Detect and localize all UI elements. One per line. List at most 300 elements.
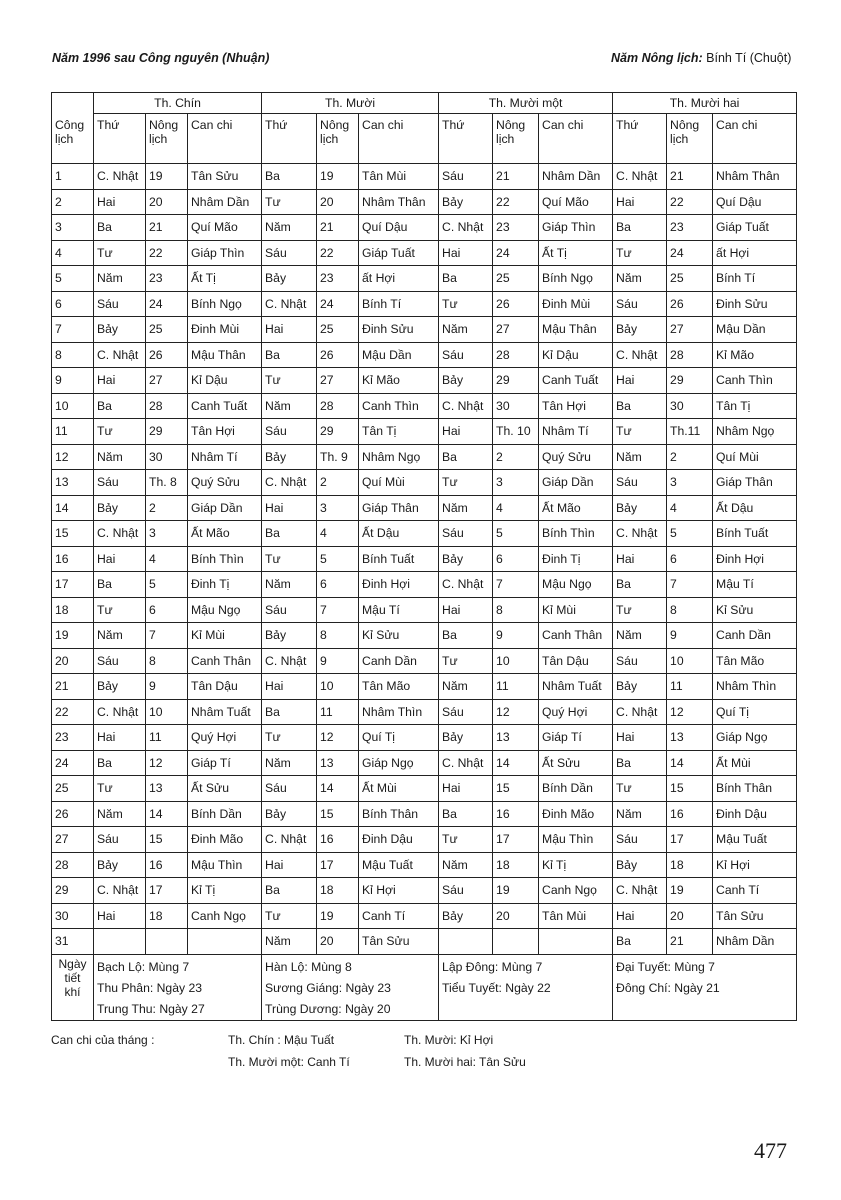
canchi-cell: Ất Mão bbox=[539, 495, 613, 521]
weekday-cell: Bảy bbox=[439, 368, 493, 394]
lunar-date-cell: 12 bbox=[317, 725, 359, 751]
lunar-date-cell: 12 bbox=[146, 750, 188, 776]
table-row bbox=[52, 878, 797, 904]
canchi-cell: Quí Mão bbox=[188, 215, 262, 241]
canchi-cell: Mậu Thân bbox=[188, 342, 262, 368]
canchi-cell: Canh Thân bbox=[188, 648, 262, 674]
lunar-date-cell: 5 bbox=[493, 521, 539, 547]
lunar-date-cell: 23 bbox=[146, 266, 188, 292]
weekday-cell: Bảy bbox=[262, 801, 317, 827]
lunar-date-cell: 21 bbox=[493, 164, 539, 190]
solar-date-cell: 26 bbox=[52, 801, 94, 827]
weekday-cell: Tư bbox=[613, 776, 667, 802]
lunar-date-cell: 3 bbox=[493, 470, 539, 496]
page-title-right bbox=[611, 51, 791, 65]
lunar-date-cell: 29 bbox=[667, 368, 713, 394]
solar-terms-cell bbox=[94, 954, 262, 1020]
canchi-cell: Nhâm Ngọ bbox=[713, 419, 797, 445]
canchi-cell: Quý Sửu bbox=[539, 444, 613, 470]
canchi-cell: Kỉ Dậu bbox=[188, 368, 262, 394]
solar-terms-label: Ngày tiết khí bbox=[52, 954, 94, 1020]
weekday-cell: Sáu bbox=[262, 597, 317, 623]
solar-term-entry: Hàn Lộ: Mùng 8 bbox=[265, 959, 352, 974]
weekday-cell: C. Nhật bbox=[94, 699, 146, 725]
lunar-date-cell: 2 bbox=[493, 444, 539, 470]
canchi-cell: ất Hợi bbox=[713, 240, 797, 266]
weekday-cell: C. Nhật bbox=[439, 572, 493, 598]
weekday-header: Thứ bbox=[94, 114, 146, 164]
canchi-cell: Tân Tị bbox=[359, 419, 439, 445]
lunar-date-cell: 11 bbox=[146, 725, 188, 751]
canchi-cell bbox=[539, 929, 613, 955]
lunar-date-cell: 8 bbox=[317, 623, 359, 649]
lunar-date-cell: 23 bbox=[667, 215, 713, 241]
solar-date-cell: 16 bbox=[52, 546, 94, 572]
solar-date-cell: 18 bbox=[52, 597, 94, 623]
lunar-date-cell: 23 bbox=[493, 215, 539, 241]
canchi-cell: Kỉ Sửu bbox=[359, 623, 439, 649]
canchi-cell: Kỉ Mùi bbox=[188, 623, 262, 649]
canchi-cell: Canh Dần bbox=[713, 623, 797, 649]
weekday-cell: C. Nhật bbox=[613, 699, 667, 725]
canchi-cell: Bính Thìn bbox=[539, 521, 613, 547]
canchi-cell: Kỉ Dậu bbox=[539, 342, 613, 368]
weekday-cell: Hai bbox=[613, 546, 667, 572]
canchi-cell: Giáp Thân bbox=[359, 495, 439, 521]
weekday-cell: C. Nhật bbox=[94, 878, 146, 904]
canchi-cell: Nhâm Tuất bbox=[188, 699, 262, 725]
solar-term-entry: Trung Thu: Ngày 27 bbox=[97, 1001, 205, 1016]
canchi-cell: Quí Dậu bbox=[713, 189, 797, 215]
lunar-date-cell bbox=[493, 929, 539, 955]
canchi-cell: Bính Ngọ bbox=[188, 291, 262, 317]
lunar-date-cell: 20 bbox=[317, 929, 359, 955]
lunar-date-cell bbox=[146, 929, 188, 955]
weekday-cell: Tư bbox=[262, 903, 317, 929]
lunar-date-cell: 17 bbox=[146, 878, 188, 904]
weekday-cell: Sáu bbox=[94, 470, 146, 496]
lunar-date-header: Nông lịch bbox=[667, 114, 713, 164]
lunar-date-cell: 7 bbox=[317, 597, 359, 623]
weekday-cell: Sáu bbox=[613, 470, 667, 496]
canchi-cell: Quí Mùi bbox=[359, 470, 439, 496]
canchi-cell: Giáp Tí bbox=[539, 725, 613, 751]
canchi-cell: Tân Mùi bbox=[359, 164, 439, 190]
weekday-cell: C. Nhật bbox=[439, 215, 493, 241]
lunar-date-cell: 10 bbox=[493, 648, 539, 674]
canchi-cell: Ất Dậu bbox=[713, 495, 797, 521]
canchi-cell: Bính Thân bbox=[359, 801, 439, 827]
lunar-date-cell: 11 bbox=[317, 699, 359, 725]
solar-date-header: Công lịch bbox=[52, 114, 94, 164]
weekday-cell: Bảy bbox=[613, 852, 667, 878]
page-title-left: Năm 1996 sau Công nguyên (Nhuận) bbox=[52, 51, 270, 65]
lunar-date-cell: 20 bbox=[493, 903, 539, 929]
canchi-cell: Mậu Ngọ bbox=[188, 597, 262, 623]
canchi-cell: Canh Tí bbox=[713, 878, 797, 904]
calendar-table bbox=[51, 92, 797, 1021]
weekday-cell: Ba bbox=[262, 699, 317, 725]
canchi-cell: Ất Sửu bbox=[539, 750, 613, 776]
canchi-cell: Tân Mùi bbox=[539, 903, 613, 929]
weekday-cell: Năm bbox=[262, 215, 317, 241]
weekday-cell: Hai bbox=[94, 368, 146, 394]
footer-month-canchi: Th. Mười một: Canh Tí bbox=[228, 1055, 350, 1069]
lunar-date-cell: 29 bbox=[317, 419, 359, 445]
weekday-cell: C. Nhật bbox=[613, 521, 667, 547]
canchi-header: Can chi bbox=[713, 114, 797, 164]
canchi-cell: Canh Ngọ bbox=[188, 903, 262, 929]
lunar-date-header: Nông lịch bbox=[493, 114, 539, 164]
weekday-cell: Năm bbox=[94, 801, 146, 827]
table-row bbox=[52, 750, 797, 776]
lunar-date-cell: 25 bbox=[146, 317, 188, 343]
canchi-cell: Giáp Ngọ bbox=[713, 725, 797, 751]
canchi-cell: Nhâm Thìn bbox=[359, 699, 439, 725]
weekday-cell: Sáu bbox=[613, 827, 667, 853]
canchi-header: Can chi bbox=[359, 114, 439, 164]
canchi-cell: Quí Mão bbox=[539, 189, 613, 215]
canchi-cell: Tân Hợi bbox=[539, 393, 613, 419]
lunar-date-cell: 14 bbox=[667, 750, 713, 776]
lunar-date-cell: 24 bbox=[317, 291, 359, 317]
canchi-cell: Mậu Tuất bbox=[359, 852, 439, 878]
table-row bbox=[52, 801, 797, 827]
table-row bbox=[52, 929, 797, 955]
solar-date-cell: 1 bbox=[52, 164, 94, 190]
weekday-cell: Ba bbox=[94, 393, 146, 419]
lunar-date-cell: 24 bbox=[493, 240, 539, 266]
weekday-cell: Hai bbox=[613, 189, 667, 215]
lunar-date-cell: 6 bbox=[146, 597, 188, 623]
canchi-cell: Nhâm Tuất bbox=[539, 674, 613, 700]
canchi-cell: Ất Mùi bbox=[359, 776, 439, 802]
solar-date-cell: 22 bbox=[52, 699, 94, 725]
solar-date-cell: 30 bbox=[52, 903, 94, 929]
weekday-cell: Ba bbox=[94, 215, 146, 241]
weekday-cell: Năm bbox=[439, 317, 493, 343]
weekday-cell: Bảy bbox=[439, 903, 493, 929]
lunar-year-label: Năm Nông lịch: bbox=[611, 51, 703, 65]
solar-date-cell: 27 bbox=[52, 827, 94, 853]
weekday-cell: Năm bbox=[94, 266, 146, 292]
canchi-cell: Nhâm Tí bbox=[188, 444, 262, 470]
weekday-cell: Năm bbox=[94, 444, 146, 470]
canchi-cell: Mậu Thìn bbox=[539, 827, 613, 853]
lunar-date-cell: 25 bbox=[667, 266, 713, 292]
lunar-date-cell: 12 bbox=[493, 699, 539, 725]
canchi-cell: Bính Ngọ bbox=[539, 266, 613, 292]
canchi-cell: Kỉ Mùi bbox=[539, 597, 613, 623]
table-row bbox=[52, 419, 797, 445]
lunar-date-cell: 22 bbox=[146, 240, 188, 266]
canchi-cell: Quý Sửu bbox=[188, 470, 262, 496]
canchi-cell: Ất Tị bbox=[539, 240, 613, 266]
weekday-cell: Năm bbox=[613, 266, 667, 292]
table-row bbox=[52, 903, 797, 929]
weekday-cell: Ba bbox=[439, 801, 493, 827]
canchi-cell: Kỉ Sửu bbox=[713, 597, 797, 623]
table-row bbox=[52, 189, 797, 215]
lunar-date-cell: 13 bbox=[146, 776, 188, 802]
lunar-date-cell: 28 bbox=[317, 393, 359, 419]
canchi-cell: Ất Dậu bbox=[359, 521, 439, 547]
lunar-date-cell: 12 bbox=[667, 699, 713, 725]
canchi-cell: Kỉ Tị bbox=[539, 852, 613, 878]
weekday-cell: C. Nhật bbox=[94, 164, 146, 190]
weekday-cell: C. Nhật bbox=[613, 164, 667, 190]
weekday-cell: Hai bbox=[262, 852, 317, 878]
lunar-date-cell: 27 bbox=[667, 317, 713, 343]
canchi-cell: Mậu Tuất bbox=[713, 827, 797, 853]
solar-terms-row bbox=[52, 954, 797, 1020]
weekday-cell: Năm bbox=[262, 750, 317, 776]
canchi-cell: Tân Sửu bbox=[713, 903, 797, 929]
table-row bbox=[52, 342, 797, 368]
canchi-cell: Giáp Thìn bbox=[539, 215, 613, 241]
lunar-date-cell: 3 bbox=[317, 495, 359, 521]
lunar-date-cell: 20 bbox=[667, 903, 713, 929]
canchi-cell: Mậu Dần bbox=[713, 317, 797, 343]
solar-date-cell: 7 bbox=[52, 317, 94, 343]
canchi-cell: Mậu Tí bbox=[713, 572, 797, 598]
weekday-cell: Bảy bbox=[613, 674, 667, 700]
solar-date-cell: 25 bbox=[52, 776, 94, 802]
lunar-date-cell: 4 bbox=[667, 495, 713, 521]
lunar-date-cell: 8 bbox=[146, 648, 188, 674]
weekday-cell: C. Nhật bbox=[439, 393, 493, 419]
canchi-cell: Mậu Tí bbox=[359, 597, 439, 623]
canchi-cell: Nhâm Dần bbox=[539, 164, 613, 190]
solar-date-cell: 3 bbox=[52, 215, 94, 241]
lunar-date-cell: 26 bbox=[667, 291, 713, 317]
solar-term-entry: Tiểu Tuyết: Ngày 22 bbox=[442, 980, 551, 995]
lunar-date-cell: 17 bbox=[493, 827, 539, 853]
weekday-cell: Bảy bbox=[439, 725, 493, 751]
lunar-date-cell: 28 bbox=[146, 393, 188, 419]
lunar-date-cell: 9 bbox=[146, 674, 188, 700]
weekday-cell: Bảy bbox=[94, 317, 146, 343]
weekday-cell: Sáu bbox=[262, 419, 317, 445]
lunar-date-cell: 10 bbox=[146, 699, 188, 725]
solar-date-cell: 2 bbox=[52, 189, 94, 215]
solar-date-cell: 21 bbox=[52, 674, 94, 700]
month-header: Th. Chín bbox=[94, 93, 262, 114]
lunar-date-cell: 21 bbox=[667, 164, 713, 190]
weekday-cell bbox=[94, 929, 146, 955]
canchi-cell: Canh Thìn bbox=[713, 368, 797, 394]
weekday-cell: Hai bbox=[439, 597, 493, 623]
canchi-cell: Ất Mão bbox=[188, 521, 262, 547]
lunar-date-cell: 27 bbox=[493, 317, 539, 343]
canchi-cell: Giáp Thìn bbox=[188, 240, 262, 266]
lunar-date-cell: 27 bbox=[317, 368, 359, 394]
canchi-cell: Ất Mùi bbox=[713, 750, 797, 776]
lunar-date-cell: 29 bbox=[493, 368, 539, 394]
canchi-cell: Ất Tị bbox=[188, 266, 262, 292]
table-row bbox=[52, 572, 797, 598]
weekday-cell: Bảy bbox=[439, 546, 493, 572]
lunar-date-cell: 10 bbox=[667, 648, 713, 674]
weekday-cell: Hai bbox=[613, 903, 667, 929]
solar-terms-cell bbox=[439, 954, 613, 1020]
weekday-cell: Năm bbox=[262, 572, 317, 598]
weekday-cell: Tư bbox=[439, 827, 493, 853]
lunar-date-cell: 18 bbox=[317, 878, 359, 904]
lunar-date-cell: 13 bbox=[493, 725, 539, 751]
lunar-date-header: Nông lịch bbox=[317, 114, 359, 164]
weekday-header: Thứ bbox=[613, 114, 667, 164]
weekday-cell: Hai bbox=[439, 419, 493, 445]
weekday-cell: Tư bbox=[262, 546, 317, 572]
table-row bbox=[52, 852, 797, 878]
lunar-date-cell: 13 bbox=[317, 750, 359, 776]
weekday-cell: Năm bbox=[439, 495, 493, 521]
lunar-date-cell: 2 bbox=[146, 495, 188, 521]
lunar-date-cell: 23 bbox=[317, 266, 359, 292]
solar-date-cell: 28 bbox=[52, 852, 94, 878]
solar-term-entry: Bạch Lộ: Mùng 7 bbox=[97, 959, 190, 974]
canchi-cell: Nhâm Dần bbox=[713, 929, 797, 955]
canchi-cell: Quý Hợi bbox=[539, 699, 613, 725]
weekday-cell: Hai bbox=[439, 776, 493, 802]
solar-term-entry: Sương Giáng: Ngày 23 bbox=[265, 980, 391, 995]
canchi-cell: Tân Dậu bbox=[539, 648, 613, 674]
canchi-cell: Kỉ Hợi bbox=[359, 878, 439, 904]
weekday-cell: Sáu bbox=[439, 164, 493, 190]
lunar-date-cell: 15 bbox=[146, 827, 188, 853]
lunar-date-cell: 28 bbox=[493, 342, 539, 368]
weekday-cell: Bảy bbox=[613, 495, 667, 521]
canchi-cell: Canh Thân bbox=[539, 623, 613, 649]
weekday-cell: Sáu bbox=[613, 291, 667, 317]
canchi-cell: Bính Dần bbox=[539, 776, 613, 802]
canchi-cell: Bính Thân bbox=[713, 776, 797, 802]
table-row bbox=[52, 317, 797, 343]
weekday-cell: C. Nhật bbox=[613, 342, 667, 368]
weekday-cell: Bảy bbox=[613, 317, 667, 343]
lunar-date-cell: 16 bbox=[146, 852, 188, 878]
weekday-cell: Sáu bbox=[94, 291, 146, 317]
canchi-cell: Tân Sửu bbox=[188, 164, 262, 190]
canchi-cell: Giáp Tuất bbox=[359, 240, 439, 266]
lunar-date-cell: 22 bbox=[493, 189, 539, 215]
lunar-date-cell: 30 bbox=[493, 393, 539, 419]
table-row bbox=[52, 597, 797, 623]
lunar-date-cell: 11 bbox=[493, 674, 539, 700]
weekday-cell: Năm bbox=[262, 393, 317, 419]
lunar-date-cell: 17 bbox=[667, 827, 713, 853]
table-row bbox=[52, 827, 797, 853]
weekday-cell: Ba bbox=[439, 444, 493, 470]
weekday-cell: Năm bbox=[439, 852, 493, 878]
canchi-cell: Đinh Hợi bbox=[713, 546, 797, 572]
lunar-date-cell: 15 bbox=[317, 801, 359, 827]
canchi-cell: Nhâm Ngọ bbox=[359, 444, 439, 470]
table-row bbox=[52, 623, 797, 649]
weekday-cell: Ba bbox=[439, 623, 493, 649]
weekday-cell bbox=[439, 929, 493, 955]
canchi-cell: Giáp Tí bbox=[188, 750, 262, 776]
lunar-date-header: Nông lịch bbox=[146, 114, 188, 164]
canchi-cell: Tân Hợi bbox=[188, 419, 262, 445]
solar-date-cell: 5 bbox=[52, 266, 94, 292]
canchi-cell: Bính Thìn bbox=[188, 546, 262, 572]
lunar-date-cell: 16 bbox=[667, 801, 713, 827]
table-row bbox=[52, 546, 797, 572]
lunar-date-cell: 19 bbox=[317, 164, 359, 190]
solar-term-entry: Đại Tuyết: Mùng 7 bbox=[616, 959, 715, 974]
lunar-date-cell: 22 bbox=[317, 240, 359, 266]
canchi-cell: Tân Mão bbox=[359, 674, 439, 700]
solar-date-cell: 31 bbox=[52, 929, 94, 955]
table-row bbox=[52, 393, 797, 419]
weekday-cell: Tư bbox=[94, 419, 146, 445]
weekday-cell: Tư bbox=[613, 419, 667, 445]
weekday-cell: Ba bbox=[613, 929, 667, 955]
lunar-date-cell: 19 bbox=[493, 878, 539, 904]
weekday-cell: Sáu bbox=[262, 776, 317, 802]
lunar-date-cell: 5 bbox=[667, 521, 713, 547]
canchi-cell: Nhâm Tí bbox=[539, 419, 613, 445]
canchi-cell: Tân Tị bbox=[713, 393, 797, 419]
weekday-cell: Bảy bbox=[439, 189, 493, 215]
table-row bbox=[52, 215, 797, 241]
weekday-cell: C. Nhật bbox=[94, 521, 146, 547]
solar-date-cell: 9 bbox=[52, 368, 94, 394]
weekday-cell: Sáu bbox=[439, 521, 493, 547]
canchi-cell: Kỉ Tị bbox=[188, 878, 262, 904]
canchi-cell: Bính Dần bbox=[188, 801, 262, 827]
canchi-cell: Đinh Hợi bbox=[359, 572, 439, 598]
lunar-date-cell: 15 bbox=[493, 776, 539, 802]
lunar-date-cell: 21 bbox=[317, 215, 359, 241]
canchi-cell: Nhâm Dần bbox=[188, 189, 262, 215]
weekday-cell: C. Nhật bbox=[613, 878, 667, 904]
canchi-cell: ất Hợi bbox=[359, 266, 439, 292]
weekday-cell: Hai bbox=[94, 903, 146, 929]
weekday-cell: Ba bbox=[262, 878, 317, 904]
weekday-cell: Ba bbox=[262, 521, 317, 547]
canchi-cell: Đinh Sửu bbox=[713, 291, 797, 317]
weekday-cell: Ba bbox=[439, 266, 493, 292]
weekday-cell: Tư bbox=[439, 470, 493, 496]
lunar-date-cell: Th. 9 bbox=[317, 444, 359, 470]
lunar-date-cell: 25 bbox=[317, 317, 359, 343]
column-header-row bbox=[52, 114, 797, 164]
weekday-cell: Tư bbox=[262, 189, 317, 215]
canchi-cell: Giáp Ngọ bbox=[359, 750, 439, 776]
lunar-date-cell: 7 bbox=[667, 572, 713, 598]
canchi-cell: Bính Tí bbox=[359, 291, 439, 317]
weekday-cell: C. Nhật bbox=[262, 827, 317, 853]
solar-date-cell: 23 bbox=[52, 725, 94, 751]
weekday-cell: Hai bbox=[262, 674, 317, 700]
lunar-date-cell: 19 bbox=[667, 878, 713, 904]
canchi-cell: Kỉ Hợi bbox=[713, 852, 797, 878]
weekday-cell: Ba bbox=[613, 750, 667, 776]
lunar-date-cell: 9 bbox=[317, 648, 359, 674]
lunar-date-cell: 6 bbox=[667, 546, 713, 572]
solar-term-entry: Thu Phân: Ngày 23 bbox=[97, 980, 203, 995]
weekday-cell: Hai bbox=[613, 368, 667, 394]
weekday-cell: Tư bbox=[94, 597, 146, 623]
weekday-cell: Hai bbox=[262, 495, 317, 521]
lunar-date-cell: 8 bbox=[493, 597, 539, 623]
weekday-cell: Bảy bbox=[262, 623, 317, 649]
lunar-date-cell: 14 bbox=[317, 776, 359, 802]
month-header: Th. Mười bbox=[262, 93, 439, 114]
